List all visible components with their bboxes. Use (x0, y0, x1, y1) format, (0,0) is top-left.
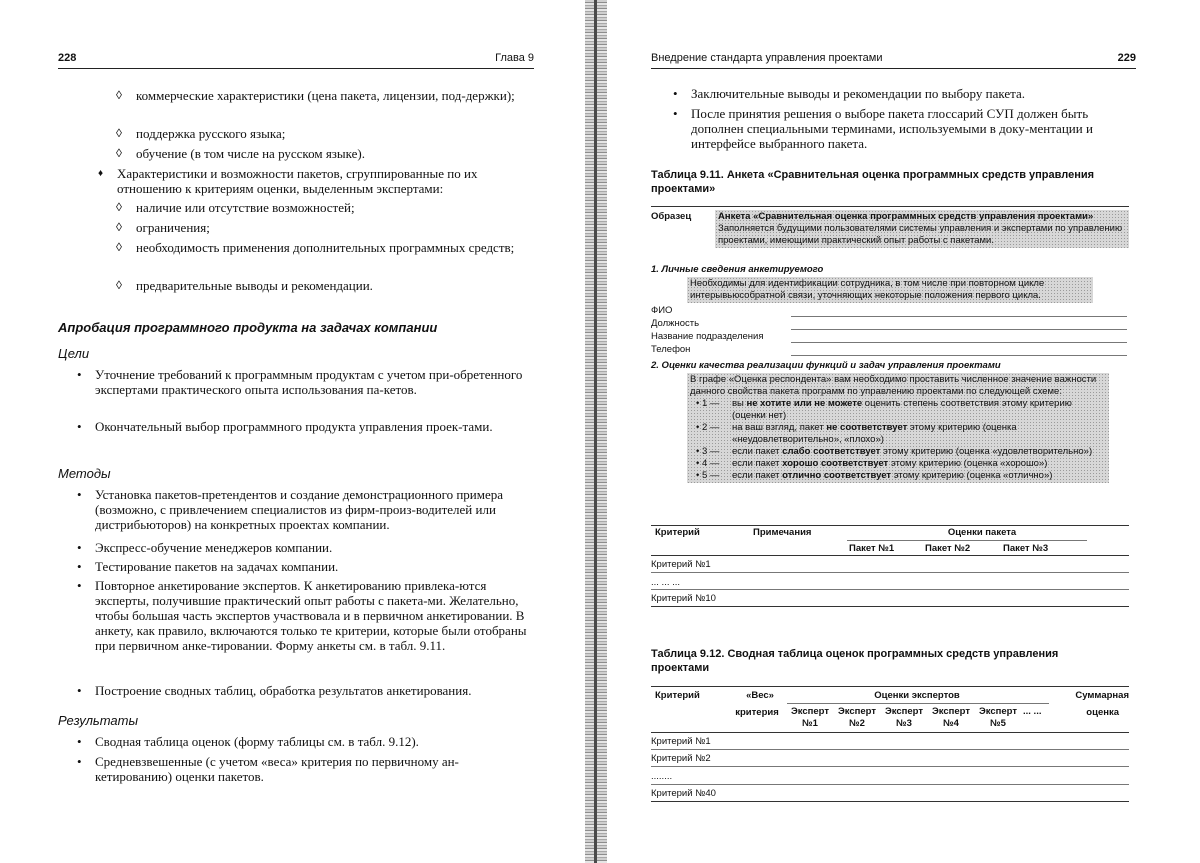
table-row: ........ (651, 771, 673, 782)
expert-header: Эксперт №2 (837, 706, 877, 729)
right-page (607, 0, 1200, 863)
methods-title: Методы (58, 466, 111, 481)
top-bullets (691, 86, 1131, 154)
methods-list (95, 487, 535, 702)
table-title: Сводная таблица оценок программных средств управления проектами (651, 648, 1059, 674)
col-criterion: Критерий (655, 527, 700, 538)
sub-list (136, 200, 535, 298)
results-list (95, 734, 535, 788)
section-1-note: Необходимы для идентификации сотрудника, в том числе при повторном цикле интерывьюсобратной связи, уточняющих некоторые положения первого цикла. (687, 277, 1093, 303)
right-page-header (651, 52, 1136, 69)
list-item: ◊ наличие или отсутствие возможностей; (136, 200, 535, 220)
expert-ellipsis: ... ... (1023, 706, 1042, 717)
rating-text: на ваш взгляд, пакет (732, 422, 827, 433)
list-item: • Средневзвешенные (с учетом «веса» критерия по первичному ан-кетированию) оценки пакетов. (95, 754, 535, 788)
rating-text: оценить степень соответствия этому критерию (оценки нет) (732, 398, 1072, 421)
col-criterion: Критерий (655, 690, 700, 701)
rating-value: • 3 — (696, 446, 720, 457)
rating-scale-item (690, 458, 1106, 470)
list-item: ◊ ограничения; (136, 220, 535, 240)
package-header: Пакет №2 (925, 543, 971, 554)
sample-title: Анкета «Сравнительная оценка программных средств управления проектами» (718, 211, 1094, 222)
list-item: • Сводная таблица оценок (форму таблицы см. в табл. 9.12). (95, 734, 535, 754)
field-row (651, 305, 1129, 318)
table-row: Критерий №1 (651, 736, 711, 747)
running-head: Внедрение стандарта управления проектами (651, 52, 883, 64)
package-header: Пакет №3 (1003, 543, 1049, 554)
results-title: Результаты (58, 713, 139, 728)
rating-emphasis: слабо соответствует (782, 446, 881, 457)
field-line (791, 316, 1127, 317)
left-page (0, 0, 585, 863)
rating-text: если пакет (732, 458, 783, 469)
rating-scale (690, 398, 1106, 482)
field-row (651, 318, 1129, 331)
package-header: Пакет №1 (849, 543, 895, 554)
list-item: • Экспресс-обучение менеджеров компании. (95, 540, 535, 559)
rating-emphasis: отлично соответствует (782, 470, 892, 481)
rating-value: • 5 — (696, 470, 720, 481)
rating-text: этому критерию (оценка «неудовлетворительно», «плохо») (732, 422, 1017, 445)
expert-header: Эксперт №5 (978, 706, 1018, 729)
expert-header: Эксперт №4 (931, 706, 971, 729)
col-total-2: оценка (1086, 707, 1119, 718)
rating-scale-item (690, 398, 1106, 422)
list-item: • Повторное анкетирование экспертов. К анкетированию привлека-ются эксперты, получившие практический опыт работы с пакета-ми. Желательно, чтобы большая часть экспертов участвовала и в первичном анкетировании. В анкету, как правило, включаются только те критерии, которые были отобраны при первичном анке-тировании. Форму анкеты см. в табл. 9.11. (95, 578, 535, 683)
intro-list (136, 88, 535, 166)
rating-emphasis: не хотите или не можете (746, 398, 863, 409)
table-caption (651, 168, 1131, 196)
table-caption (651, 647, 1091, 675)
sample-note: Заполняется будущими пользователями системы управления и экспертами по управлению проектами, имеющими практический опыт работы с пакетами. (718, 223, 1123, 246)
list-item: • После принятия решения о выборе пакета глоссарий СУП должен быть дополнен специальными терминами, используемыми в доку-ментации и интерфейсе выбранного пакета. (691, 106, 1131, 154)
field-line (791, 342, 1127, 343)
list-item: • Установка пакетов-претендентов и создание демонстрационного примера (возможно, с привлечением специалистов из фирм-произ-водителей или дистрибьюторов) на конкретных проектах компании. (95, 487, 535, 540)
table-row: Критерий №10 (651, 593, 716, 604)
section-2-title: 2. Оценки качества реализации функций и задач управления проектами (651, 360, 1001, 371)
list-item: • Окончательный выбор программного продукта управления проек-тами. (95, 419, 535, 453)
list-item: ◊ предварительные выводы и рекомендации. (136, 278, 535, 298)
rating-emphasis: не соответствует (826, 422, 908, 433)
table-row: Критерий №40 (651, 788, 716, 799)
list-item: ◊ необходимость применения дополнительных программных средств; (136, 240, 535, 278)
table-row: Критерий №2 (651, 753, 711, 764)
field-line (791, 329, 1127, 330)
left-page-header (58, 52, 534, 69)
rating-value: • 4 — (696, 458, 720, 469)
personal-fields (651, 305, 1129, 357)
table-title: Анкета «Сравнительная оценка программных средств управления проектами» (651, 169, 1095, 195)
list-item: ◊ коммерческие характеристики (цена пакета, лицензии, под-держки); (136, 88, 535, 126)
section-2-note: В графе «Оценка респондента» вам необходимо проставить численное значение важности данного свойства пакета программ по управлению проектами по следующей схеме: (690, 374, 1097, 397)
table-number: Таблица 9.11. (651, 169, 724, 181)
rating-text: вы (732, 398, 747, 409)
col-notes: Примечания (753, 527, 812, 538)
rating-value: • 2 — (696, 422, 720, 433)
book-gutter (585, 0, 607, 863)
section-1-title: 1. Личные сведения анкетируемого (651, 264, 824, 275)
rating-text: этому критерию (оценка «удовлетворительно») (880, 446, 1093, 457)
main-bullet: ♦ Характеристики и возможности пакетов, сгруппированные по их отношению к критериям оценки, выделенным экспертами: (117, 166, 535, 196)
page-number: 228 (58, 52, 77, 64)
running-head: Глава 9 (495, 52, 534, 64)
goals-list (95, 367, 535, 453)
list-item: • Построение сводных таблиц, обработка результатов анкетирования. (95, 683, 535, 702)
goals-title: Цели (58, 346, 90, 361)
field-label: Телефон (651, 344, 691, 355)
field-row (651, 344, 1129, 357)
expert-header: Эксперт №3 (884, 706, 924, 729)
sample-block (715, 210, 1129, 248)
sample-label: Образец (651, 211, 692, 222)
rating-value: • 1 — (696, 398, 720, 409)
rating-scale-item (690, 446, 1106, 458)
rating-text: этому критерию (оценка «отлично») (891, 470, 1053, 481)
rating-text: если пакет (732, 446, 783, 457)
col-scores: Оценки пакета (947, 527, 1017, 538)
list-item: • Тестирование пакетов на задачах компании. (95, 559, 535, 578)
rating-scale-item (690, 422, 1106, 446)
rating-text: этому критерию (оценка «хорошо») (888, 458, 1048, 469)
list-item: ◊ поддержка русского языка; (136, 126, 535, 146)
field-label: Должность (651, 318, 700, 329)
table-row: ... ... ... (651, 577, 681, 588)
rating-text: если пакет (732, 470, 783, 481)
section-title: Апробация программного продукта на задачах компании (58, 320, 438, 335)
col-total: Суммарная (1075, 690, 1129, 701)
section-2-block (687, 373, 1109, 483)
rating-scale-item (690, 470, 1106, 482)
table-number: Таблица 9.12. (651, 648, 725, 660)
page-number: 229 (1117, 52, 1136, 64)
col-weight: «Вес» (746, 690, 774, 701)
table-row: Критерий №1 (651, 559, 711, 570)
col-scores: Оценки экспертов (874, 690, 960, 701)
expert-header: Эксперт №1 (790, 706, 830, 729)
field-row (651, 331, 1129, 344)
list-item: ◊ обучение (в том числе на русском языке). (136, 146, 535, 166)
field-label: Название подразделения (651, 331, 764, 342)
list-item: • Заключительные выводы и рекомендации по выбору пакета. (691, 86, 1131, 106)
rating-emphasis: хорошо соответствует (782, 458, 889, 469)
col-weight-2: критерия (735, 707, 779, 718)
field-line (791, 355, 1127, 356)
field-label: ФИО (651, 305, 673, 316)
list-item: • Уточнение требований к программным продуктам с учетом при-обретенного экспертами практического опыта использования па-кетов. (95, 367, 535, 419)
